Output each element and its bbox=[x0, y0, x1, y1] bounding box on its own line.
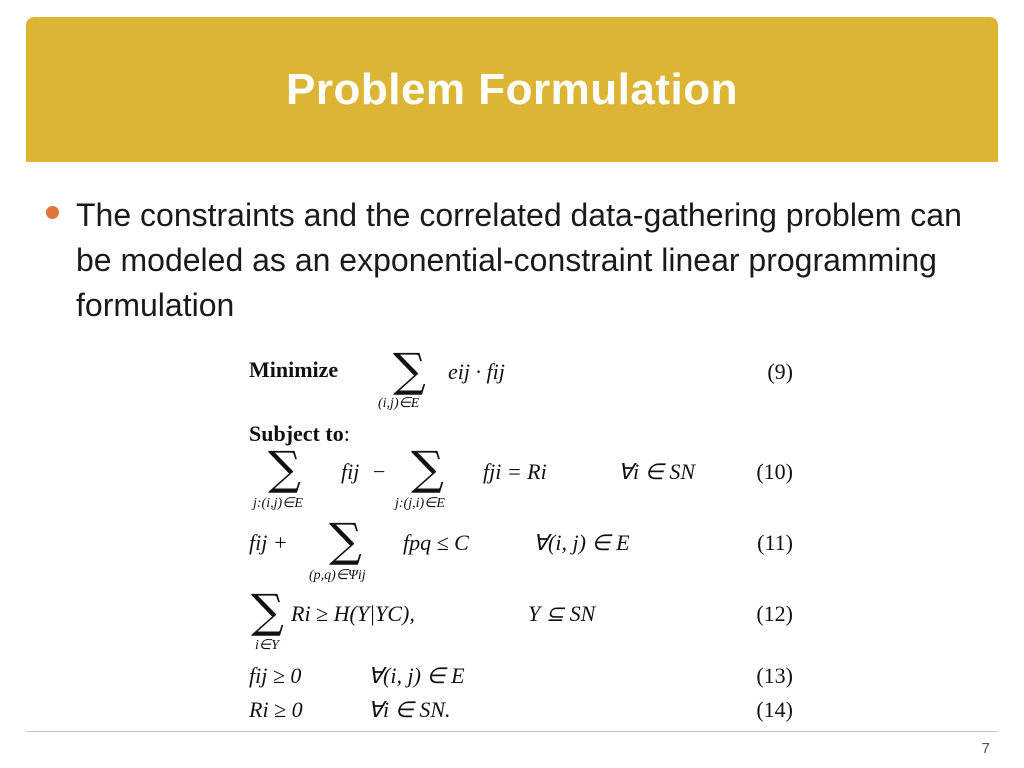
footer-divider bbox=[26, 731, 998, 732]
eq10-number: (10) bbox=[756, 459, 793, 484]
eq14-condition: ∀i ∈ SN. bbox=[368, 697, 451, 722]
eq11-condition: ∀(i, j) ∈ E bbox=[533, 530, 630, 555]
eq9-body: eij · fij bbox=[448, 359, 505, 384]
sum-subscript: j:(i,j)∈E bbox=[253, 496, 303, 511]
eq14-term: Ri ≥ 0 bbox=[249, 697, 303, 722]
eq11-term: fpq ≤ C bbox=[403, 530, 469, 555]
sum-symbol: ∑ bbox=[251, 584, 284, 638]
bullet-dot-icon bbox=[46, 206, 59, 219]
eq10-minus: − bbox=[373, 459, 386, 484]
sum-subscript: i∈Y bbox=[255, 638, 279, 653]
formula-image bbox=[243, 345, 803, 730]
sum-symbol: ∑ bbox=[393, 343, 426, 397]
sum-subscript: (i,j)∈E bbox=[378, 396, 420, 411]
eq13-term: fij ≥ 0 bbox=[249, 663, 302, 688]
eq14-number: (14) bbox=[756, 697, 793, 722]
bullet-item bbox=[46, 193, 976, 328]
sum-symbol: ∑ bbox=[411, 441, 444, 495]
eq13-number: (13) bbox=[756, 663, 793, 688]
sum-subscript: j:(j,i)∈E bbox=[395, 496, 445, 511]
title-bar bbox=[26, 17, 998, 162]
subject-to: Subject to: bbox=[249, 421, 350, 446]
minimize-label: Minimize bbox=[249, 357, 339, 382]
bullet-text: The constraints and the correlated data-gathering problem can be modeled as an exponential-constraint linear programming formulation bbox=[76, 197, 962, 323]
eq10-term2: fji = Ri bbox=[483, 459, 547, 484]
page-number: 7 bbox=[981, 740, 990, 757]
eq13-condition: ∀(i, j) ∈ E bbox=[368, 663, 465, 688]
eq11-number: (11) bbox=[757, 530, 793, 555]
eq12-term: Ri ≥ H(Y|YC), bbox=[291, 601, 415, 626]
eq12-number: (12) bbox=[756, 601, 793, 626]
sum-symbol: ∑ bbox=[268, 441, 301, 495]
eq12-condition: Y ⊆ SN bbox=[528, 601, 596, 626]
slide-title: Problem Formulation bbox=[286, 64, 738, 114]
sum-symbol: ∑ bbox=[329, 513, 362, 567]
eq10-condition: ∀i ∈ SN bbox=[618, 459, 695, 484]
eq10-term1: fij bbox=[341, 459, 360, 484]
eq11-lhs: fij + bbox=[249, 530, 288, 555]
sum-subscript: (p,q)∈Ψij bbox=[309, 568, 366, 583]
eq9-number: (9) bbox=[767, 359, 793, 384]
